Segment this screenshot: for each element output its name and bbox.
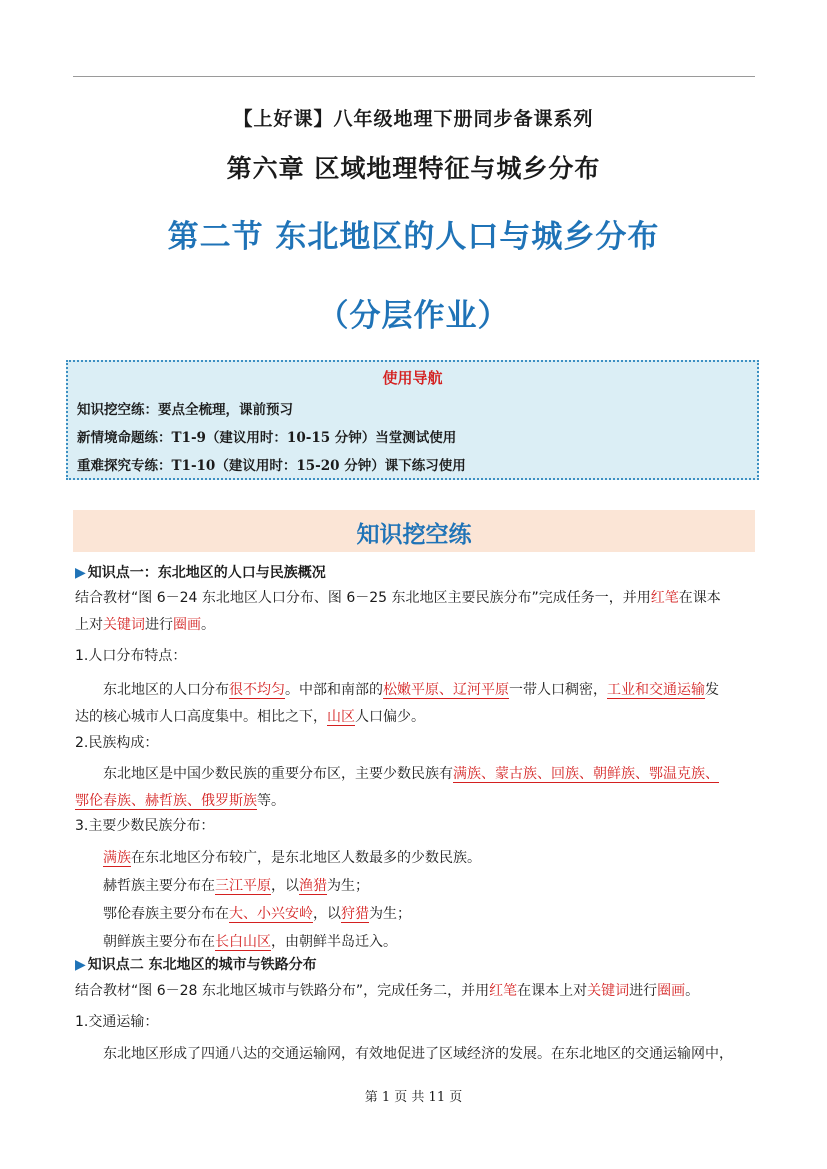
text: 为生； bbox=[369, 906, 411, 922]
kp1-label: 知识点一：东北地区的人口与民族概况 bbox=[87, 565, 326, 581]
kp1-circle: 圈画 bbox=[173, 617, 201, 633]
kp1-distribution-line-3 bbox=[103, 904, 411, 924]
text: 发 bbox=[705, 682, 719, 698]
answer-blank: 松嫩平原、辽河平原 bbox=[383, 682, 509, 698]
answer-blank: 满族、蒙古族、回族、朝鲜族、鄂温克族、 bbox=[453, 766, 719, 782]
kp1-red-pen: 红笔 bbox=[650, 590, 679, 606]
nav-title: 使用导航 bbox=[382, 369, 443, 387]
text: 朝鲜族主要分布在 bbox=[103, 934, 215, 950]
kp2-intro bbox=[75, 981, 699, 1001]
answer-blank: 山区 bbox=[327, 709, 355, 725]
text: 进行 bbox=[629, 983, 658, 999]
kp2-keywords: 关键词 bbox=[587, 983, 630, 999]
answer-blank: 狩猎 bbox=[341, 906, 369, 922]
kp1-paragraph-2-line-1 bbox=[103, 764, 719, 784]
knowledge-point-2-heading bbox=[75, 954, 317, 974]
kp1-intro-text: 。 bbox=[201, 617, 215, 633]
nav-line-1: 知识挖空练：要点全梳理，课前预习 bbox=[77, 402, 293, 418]
text: 一带人口稠密， bbox=[509, 682, 607, 698]
answer-blank: 满族 bbox=[103, 850, 131, 866]
answer-blank: 三江平原 bbox=[215, 878, 271, 894]
answer-blank: 很不均匀 bbox=[229, 682, 285, 698]
top-divider bbox=[73, 76, 755, 77]
text: 。中部和南部的 bbox=[285, 682, 383, 698]
kp1-intro-text: 在课本 bbox=[678, 590, 721, 606]
text: 赫哲族主要分布在 bbox=[103, 878, 215, 894]
kp1-paragraph-2-line-2 bbox=[75, 791, 285, 811]
kp1-intro-text: 进行 bbox=[145, 617, 173, 633]
text: 。 bbox=[685, 983, 700, 999]
kp2-red-pen: 红笔 bbox=[489, 983, 518, 999]
kp2-paragraph-1: 东北地区形成了四通八达的交通运输网，有效地促进了区域经济的发展。在东北地区的交通运输网中， bbox=[103, 1046, 733, 1062]
kp1-paragraph-1-line-2 bbox=[75, 707, 425, 727]
series-title: 【上好课】八年级地理下册同步备课系列 bbox=[233, 108, 594, 130]
layer-title: （分层作业） bbox=[317, 298, 510, 334]
text: 在课本上对 bbox=[517, 983, 588, 999]
text: ，以 bbox=[313, 906, 341, 922]
kp1-intro-text: 结合教材“图 6－24 东北地区人口分布、图 6－25 东北地区主要民族分布”完成任务一，并用 bbox=[75, 590, 651, 606]
text: 结合教材“图 6－28 东北地区城市与铁路分布”，完成任务二，并用 bbox=[75, 983, 490, 999]
answer-blank: 鄂伦春族、赫哲族、俄罗斯族 bbox=[75, 793, 257, 809]
text: 等。 bbox=[257, 793, 285, 809]
kp1-intro-line-1 bbox=[75, 588, 721, 608]
kp1-subheading-2: 2.民族构成： bbox=[75, 735, 159, 751]
kp2-subheading-1: 1.交通运输： bbox=[75, 1014, 159, 1030]
knowledge-point-1-heading bbox=[75, 562, 326, 582]
text: ，由朝鲜半岛迁入。 bbox=[271, 934, 397, 950]
answer-blank: 工业和交通运输 bbox=[607, 682, 705, 698]
text: 东北地区是中国少数民族的重要分布区，主要少数民族有 bbox=[103, 766, 453, 782]
answer-blank: 长白山区 bbox=[215, 934, 271, 950]
text: 人口偏少。 bbox=[355, 709, 425, 725]
text: 鄂伦春族主要分布在 bbox=[103, 906, 229, 922]
kp1-intro-line-2 bbox=[75, 615, 215, 635]
kp1-subheading-3: 3.主要少数民族分布： bbox=[75, 818, 215, 834]
triangle-bullet-icon: ▶ bbox=[75, 565, 86, 581]
answer-blank: 渔猎 bbox=[299, 878, 327, 894]
answer-blank: 大、小兴安岭 bbox=[229, 906, 313, 922]
section-band bbox=[73, 510, 755, 552]
triangle-bullet-icon: ▶ bbox=[75, 957, 86, 973]
text: 达的核心城市人口高度集中。相比之下， bbox=[75, 709, 327, 725]
band-title: 知识挖空练 bbox=[356, 522, 472, 548]
usage-navigation-box bbox=[66, 360, 759, 480]
text: 在东北地区分布较广，是东北地区人数最多的少数民族。 bbox=[131, 850, 481, 866]
kp1-distribution-line-2 bbox=[103, 876, 369, 896]
kp2-label: 知识点二 东北地区的城市与铁路分布 bbox=[87, 957, 317, 973]
nav-line-2: 新情境命题练：T1-9（建议用时：10-15 分钟）当堂测试使用 bbox=[77, 430, 457, 446]
section-title: 第二节 东北地区的人口与城乡分布 bbox=[167, 219, 660, 255]
kp1-distribution-line-1 bbox=[103, 848, 481, 868]
page-footer: 第 1 页 共 11 页 bbox=[364, 1090, 463, 1105]
text: 东北地区的人口分布 bbox=[103, 682, 229, 698]
chapter-title: 第六章 区域地理特征与城乡分布 bbox=[226, 154, 601, 183]
nav-line-3: 重难探究专练：T1-10（建议用时：15-20 分钟）课下练习使用 bbox=[77, 458, 466, 474]
kp1-intro-text: 上对 bbox=[75, 617, 103, 633]
kp1-paragraph-1-line-1 bbox=[103, 680, 719, 700]
kp1-distribution-line-4 bbox=[103, 932, 397, 952]
kp1-subheading-1: 1.人口分布特点： bbox=[75, 648, 187, 664]
kp2-circle: 圈画 bbox=[657, 983, 686, 999]
text: 为生； bbox=[327, 878, 369, 894]
text: ，以 bbox=[271, 878, 299, 894]
kp1-keywords: 关键词 bbox=[103, 617, 145, 633]
